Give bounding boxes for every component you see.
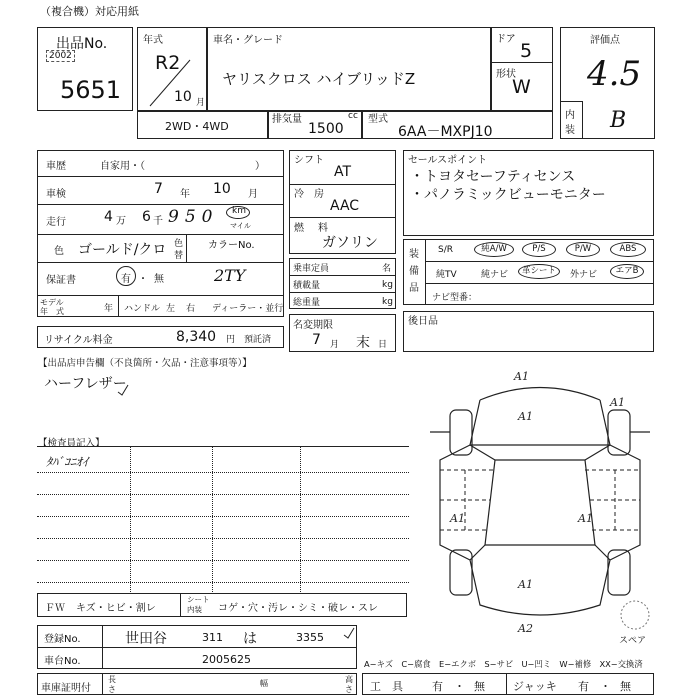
- cert-label: 車庫証明付: [41, 683, 91, 694]
- jack-label: ジャッキ: [513, 680, 557, 693]
- car-right-side: [610, 445, 640, 560]
- displacement-label: 排気量: [272, 114, 302, 125]
- color-change-2: 替: [174, 251, 184, 261]
- damage-mark-right-door: A1: [578, 512, 593, 525]
- defects-seat-label-2: 内装: [187, 605, 202, 614]
- registration-area: 世田谷: [125, 631, 167, 647]
- damage-legend: A−キズ C−腐食 E−エクボ S−サビ U−凹ミ W−補修 XX−交換済: [364, 659, 643, 669]
- damage-mark-right-front: A1: [610, 396, 625, 409]
- car-diagram: [410, 370, 670, 640]
- car-hood-outline: [470, 400, 610, 445]
- year-label: 年式: [143, 35, 163, 46]
- car-label: 車名・グレード: [213, 35, 283, 46]
- damage-mark-left-door: A1: [450, 512, 465, 525]
- color-change-1: 色: [174, 239, 184, 249]
- rear-item-box: [403, 311, 654, 352]
- equipment-label-1: 装: [409, 249, 419, 260]
- shift-value: AT: [334, 164, 352, 180]
- notes-label: 【出品店申告欄（不良箇所・欠品・注意事項等）】: [38, 358, 252, 369]
- damage-mark-hood: A1: [518, 410, 533, 423]
- notes-text: ハーフレザー: [44, 376, 127, 392]
- inspection-month: 10: [213, 181, 231, 197]
- mileage-unit-km: km: [232, 206, 246, 216]
- deadline-label: 名変期限: [293, 320, 333, 331]
- history-text: 自家用・（: [100, 161, 145, 172]
- jack-no: 無: [620, 680, 631, 693]
- damage-mark-rear-bottom: A2: [518, 622, 533, 635]
- color-value: ゴールド/クロ: [78, 242, 167, 258]
- registration-check: [342, 626, 356, 640]
- aircon-label: 冷 房: [294, 189, 324, 200]
- door-value: 5: [520, 40, 533, 62]
- fuel-label-1: 燃: [294, 223, 304, 234]
- handle-left: 左: [166, 304, 176, 314]
- car-front-right-wheel: [608, 410, 630, 455]
- model-year-label-2: 年 式: [40, 307, 64, 316]
- car-rear-outline: [470, 560, 610, 615]
- interior-label-1: 内: [565, 110, 575, 121]
- model-year-unit: 年: [104, 304, 114, 314]
- model-value: 6AA－MXPJ10: [398, 124, 493, 140]
- shape-value: W: [512, 76, 531, 98]
- mileage-sen: 6: [142, 209, 151, 225]
- sales-line1: ・トヨタセーフティセンス: [410, 169, 576, 185]
- car-door-dash-right: [585, 470, 640, 530]
- damage-mark-front: A1: [514, 370, 529, 383]
- mileage-label: 走行: [46, 217, 66, 228]
- chassis-value: 2005625: [202, 653, 251, 666]
- model-label: 型式: [368, 114, 388, 125]
- history-close: ）: [255, 161, 265, 172]
- car-rear-right-wheel: [608, 550, 630, 595]
- year-value: R2: [155, 52, 181, 74]
- notes-check: [117, 384, 129, 396]
- registration-number: 3355: [296, 631, 324, 644]
- weight-unit: kg: [382, 297, 393, 307]
- inspection-label: 車検: [46, 189, 66, 200]
- equipment-label-3: 品: [409, 283, 419, 294]
- jack-yes: 有: [578, 680, 589, 693]
- year-month: 10: [174, 89, 192, 105]
- equip-tv: 純TV: [436, 270, 457, 280]
- cert-length-2: さ: [108, 685, 116, 694]
- displacement-value: 1500: [308, 121, 344, 137]
- registration-class: 311: [202, 631, 223, 644]
- mileage-man-unit: 万: [116, 216, 126, 227]
- inspection-year: 7: [154, 181, 163, 197]
- sales-line2: ・パノラミックビューモニター: [410, 187, 606, 203]
- displacement-unit: cc: [348, 111, 358, 121]
- car-name: ヤリスクロス ハイブリッドZ: [222, 70, 416, 88]
- damage-mark-rear: A1: [518, 578, 533, 591]
- recycle-unit: 円: [226, 335, 236, 345]
- shape-label: 形状: [496, 69, 516, 80]
- car-left-side: [440, 445, 470, 560]
- warranty-yes: 有: [121, 274, 131, 285]
- car-windshield: [470, 445, 610, 560]
- rear-item-label: 後日品: [408, 316, 438, 327]
- deadline-end: 末: [356, 335, 370, 351]
- equip-ps: P/S: [522, 242, 556, 257]
- equip-sr: S/R: [438, 245, 453, 255]
- deadline-month: 7: [312, 332, 321, 348]
- tools-sep: ・: [454, 680, 465, 693]
- defects-seat-label-1: シート: [187, 595, 210, 604]
- equip-nav-model-label: ナビ型番：: [432, 293, 478, 303]
- score-label: 評価点: [590, 35, 620, 46]
- equip-awheel: 純A/W: [474, 242, 514, 257]
- equip-airbag: エアB: [610, 264, 644, 279]
- warranty-sep: ・: [138, 274, 148, 285]
- capacity-unit: 名: [382, 264, 392, 274]
- form-title: （複合機）対応用紙: [40, 5, 139, 18]
- deadline-month-unit: 月: [330, 340, 340, 350]
- defects-items: キズ・ヒビ・割レ: [76, 603, 156, 614]
- defects-fw: ＦＷ: [45, 603, 65, 614]
- fuel-label-2: 料: [318, 223, 328, 234]
- warranty-no: 無: [154, 274, 164, 285]
- mileage-rest: 950: [168, 207, 219, 227]
- mileage-sen-unit: 千: [153, 216, 163, 227]
- warranty-label: 保証書: [46, 275, 76, 286]
- handle-label: ハンドル: [124, 304, 161, 314]
- tools-label: 工 具: [370, 680, 403, 693]
- lot-label: 出品No.: [56, 36, 108, 52]
- load-label: 積載量: [293, 281, 321, 291]
- car-front-left-wheel: [450, 410, 472, 455]
- equip-pw: P/W: [566, 242, 600, 257]
- handle-right: 右: [186, 304, 196, 314]
- cert-height-1: 高: [345, 675, 353, 684]
- jack-sep: ・: [600, 680, 611, 693]
- warranty-handwritten: 2TY: [214, 266, 246, 285]
- score-value: 4.5: [587, 54, 642, 94]
- door-label: ドア: [496, 34, 516, 45]
- recycle-amount: 8,340: [176, 329, 217, 345]
- registration-kana: は: [243, 631, 257, 647]
- chassis-label: 車台No.: [44, 656, 81, 667]
- equip-navi: 純ナビ: [481, 270, 509, 280]
- colorno-label: カラーNo.: [208, 240, 255, 251]
- car-door-dash-left: [440, 470, 495, 530]
- mileage-man: 4: [104, 209, 113, 225]
- equipment-label-2: 備: [409, 266, 419, 277]
- lot-number: 5651: [60, 76, 122, 104]
- inspector-label: 【検査員記入】: [38, 438, 105, 449]
- cert-length-1: 長: [108, 675, 116, 684]
- tools-yes: 有: [432, 680, 443, 693]
- equip-abs: ABS: [610, 242, 646, 257]
- weight-label: 総重量: [293, 298, 321, 308]
- drive-text: 2WD・4WD: [165, 120, 229, 133]
- sales-label: セールスポイント: [408, 155, 488, 166]
- inspection-year-unit: 年: [180, 189, 190, 200]
- equip-ext-navi: 外ナビ: [570, 270, 598, 280]
- capacity-label: 乗車定員: [293, 264, 330, 274]
- cert-height-2: さ: [345, 685, 353, 694]
- spare-tire-icon: [621, 601, 649, 629]
- inspector-text: ﾀﾊﾞｺﾆｵｲ: [46, 455, 89, 469]
- registration-label: 登録No.: [44, 634, 81, 645]
- lot-stamp: 2002: [46, 50, 75, 62]
- aircon-value: AAC: [330, 198, 360, 214]
- spare-label: スペア: [619, 636, 647, 646]
- dealer-label: ディーラー・並行: [212, 304, 284, 314]
- mileage-unit-mile: マイル: [230, 222, 251, 230]
- interior-label-2: 装: [565, 125, 575, 136]
- car-rear-left-wheel: [450, 550, 472, 595]
- fuel-value: ガソリン: [322, 235, 378, 251]
- interior-value: B: [610, 108, 627, 133]
- recycle-note: 預託済: [244, 335, 272, 345]
- tools-no: 無: [474, 680, 485, 693]
- load-unit: kg: [382, 280, 393, 290]
- car-front-outline: [480, 388, 600, 401]
- defects-seat-items: コゲ・穴・汚レ・シミ・破レ・スレ: [218, 603, 378, 614]
- deadline-day-unit: 日: [378, 340, 388, 350]
- model-year-label-1: モデル: [40, 298, 64, 307]
- recycle-label: リサイクル料金: [44, 335, 113, 346]
- year-month-suffix: 月: [196, 98, 206, 108]
- inspection-month-unit: 月: [248, 189, 258, 200]
- shift-label: シフト: [294, 155, 324, 166]
- color-label: 色: [54, 246, 64, 257]
- history-label: 車歴: [46, 161, 66, 172]
- cert-width: 幅: [260, 679, 268, 688]
- car-roof-outline: [485, 460, 595, 545]
- equip-leather: 革シート: [518, 264, 560, 279]
